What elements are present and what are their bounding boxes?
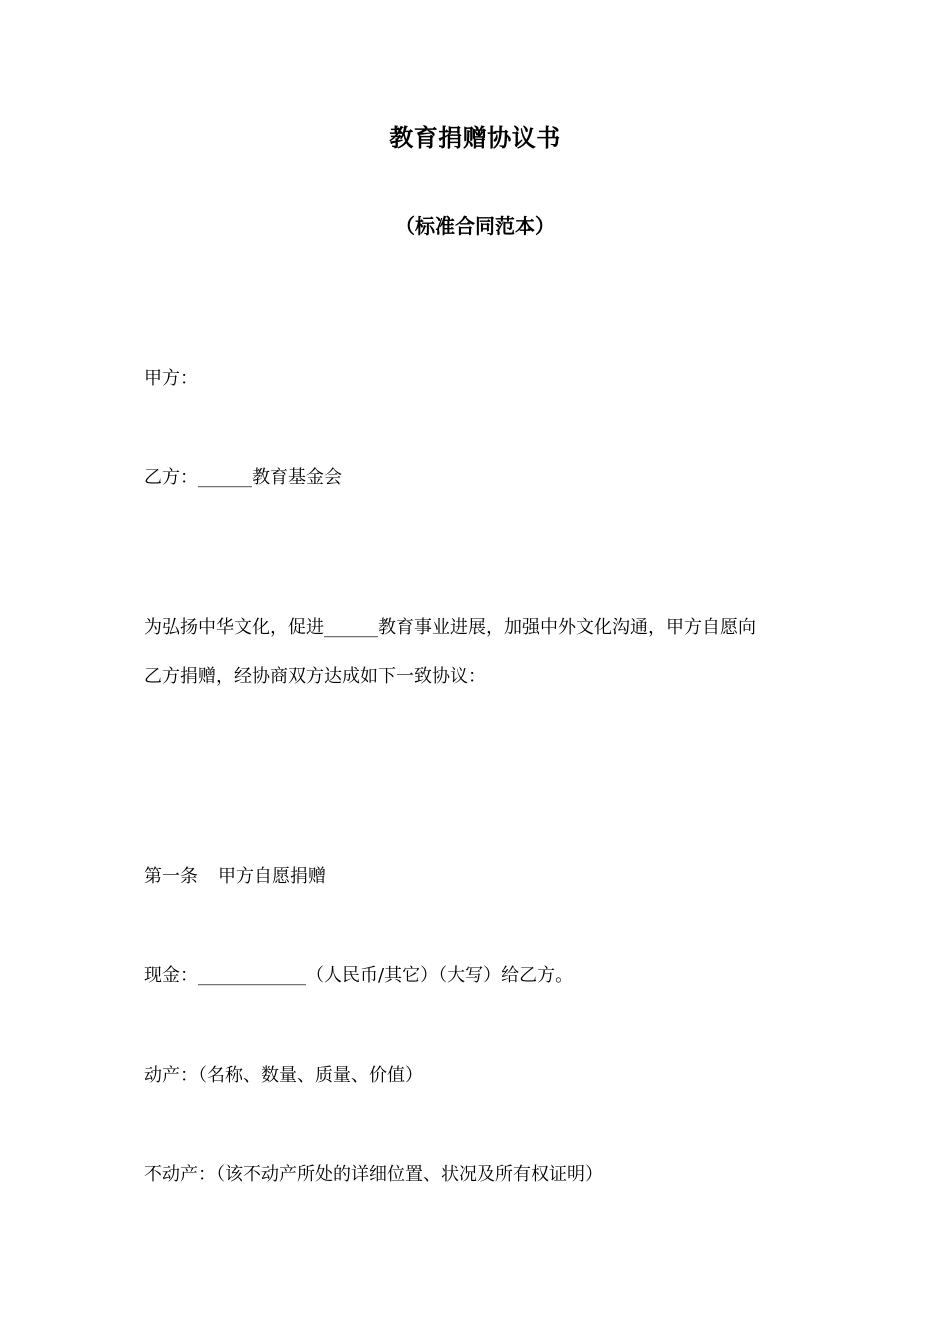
party-a-line: 甲方： <box>144 368 198 389</box>
movable-property-line: 动产：（名称、数量、质量、价值） <box>144 1065 423 1086</box>
article-1-number: 第一条 <box>144 866 198 887</box>
cash-line: 现金：____________（人民币/其它）（大写）给乙方。 <box>144 965 574 986</box>
document-subtitle: （标准合同范本） <box>395 214 555 238</box>
preamble-line-1: 为弘扬中华文化，促进______教育事业进展，加强中外文化沟通，甲方自愿向 <box>144 617 756 638</box>
real-estate-line: 不动产：（该不动产所处的详细位置、状况及所有权证明） <box>144 1164 603 1185</box>
preamble-line-2: 乙方捐赠，经协商双方达成如下一致协议： <box>144 666 486 687</box>
party-b-line: 乙方：______教育基金会 <box>144 467 342 488</box>
document-title: 教育捐赠协议书 <box>389 124 561 152</box>
article-1-title: 甲方自愿捐赠 <box>218 866 326 887</box>
article-1-heading <box>144 864 814 890</box>
